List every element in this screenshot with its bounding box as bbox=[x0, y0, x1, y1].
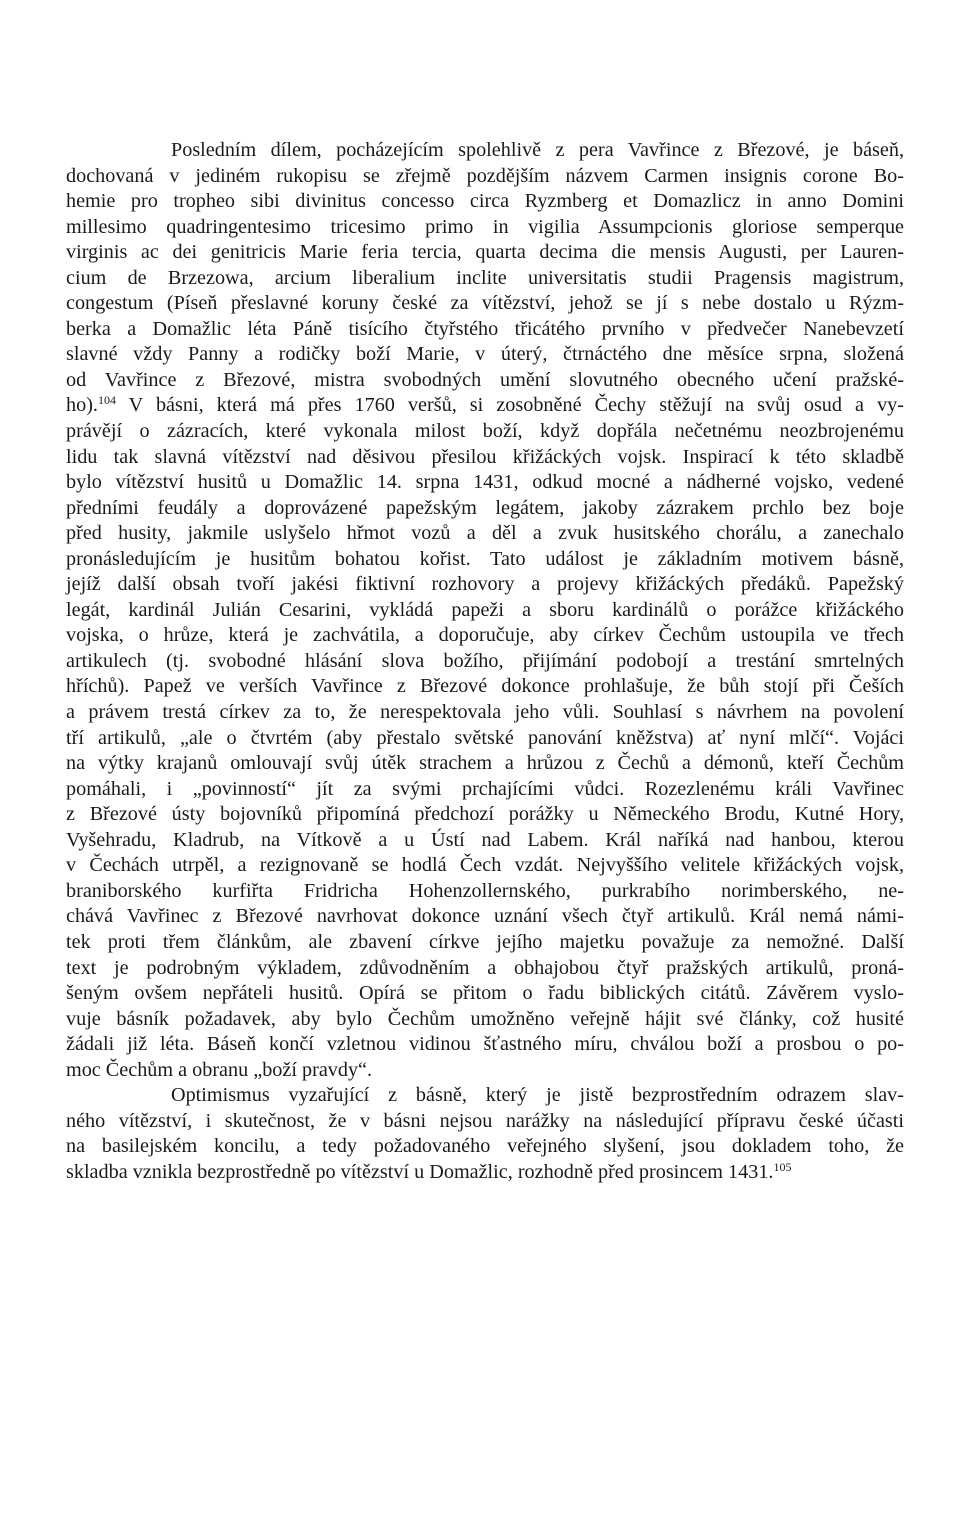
text-line: vuje básník požadavek, aby bylo Čechům umožněno veřejně hájit své články, což husité bbox=[66, 1007, 904, 1030]
text-line: na basilejském koncilu, a tedy požadovaného veřejného slyšení, jsou dokladem toho, že bbox=[66, 1135, 904, 1158]
text-line: právějí o zázracích, které vykonala milost boží, když dopřála nečetnému neozbrojenému bbox=[66, 420, 904, 443]
text-line: jejíž další obsah tvoří jakési fiktivní rozhovory a projevy křižáckých předáků. Papežský bbox=[66, 573, 904, 596]
text-line: braniborského kurfiřta Fridricha Hohenzollernského, purkrabího norimberského, ne- bbox=[66, 879, 904, 902]
text-line: vojska, o hrůze, která je zachvátila, a doporučuje, aby církev Čechům ustoupila ve třech bbox=[66, 624, 904, 647]
text-line: text je podrobným výkladem, zdůvodněním a obhajobou čtyř pražských artikulů, proná- bbox=[66, 956, 904, 979]
text-line bbox=[66, 393, 904, 419]
text-line: pomáhali, i „povinností“ jít za svými prchajícími vůdci. Rozezlenému králi Vavřinec bbox=[66, 777, 904, 800]
text-line: Vyšehradu, Kladrub, na Vítkově a u Ústí nad Labem. Král naříká nad hanbou, kterou bbox=[66, 828, 904, 851]
text-line: Posledním dílem, pocházejícím spolehlivě z pera Vavřince z Březové, je báseň, bbox=[171, 139, 904, 161]
text-line: z Březové ústy bojovníků připomíná předchozí porážky u Německého Brodu, Kutné Hory, bbox=[66, 803, 904, 826]
text-segment: V básni, která má přes 1760 veršů, si zosobněné Čechy stěžují na svůj osud a vy- bbox=[115, 394, 904, 417]
text-line: dochovaná v jediném rukopisu se zřejmě pozdějším názvem Carmen insignis corone Bo- bbox=[66, 164, 904, 187]
body-text bbox=[66, 138, 904, 1185]
text-line: žádali již léta. Báseň končí vzletnou vidinou šťastného míru, chválou boží a prosbou o po- bbox=[66, 1033, 904, 1056]
footnote-marker: 104 bbox=[97, 393, 116, 408]
text-line: na výtky krajanů omlouvají svůj útěk strachem a hrůzou z Čechů a démonů, kteří Čechům bbox=[66, 752, 904, 775]
text-line: millesimo quadringentesimo tricesimo primo in vigilia Assumpcionis gloriose semperque bbox=[66, 215, 904, 238]
text-line: ného vítězství, i skutečnost, že v básni nejsou narážky na následující přípravu české účasti bbox=[66, 1109, 904, 1132]
text-line: od Vavřince z Březové, mistra svobodných umění slovutného obecného učení pražské- bbox=[66, 368, 904, 391]
text-line: cium de Brzezowa, arcium liberalium inclite universitatis studii Pragensis magistrum, bbox=[66, 266, 904, 289]
text-line: artikulech (tj. svobodné hlásání slova božího, přijímání podobojí a trestání smrtelných bbox=[66, 649, 904, 672]
text-line: virginis ac dei genitricis Marie feria tercia, quarta decima die mensis Augusti, per Lauren- bbox=[66, 241, 904, 264]
text-line bbox=[66, 1160, 904, 1186]
text-line: lidu tak slavná vítězství nad děsivou přesilou křižáckých vojsk. Inspirací k této skladbě bbox=[66, 445, 904, 468]
text-line: v Čechách utrpěl, a rezignovaně se hodlá Čech vzdát. Nejvyššího velitele křižáckých vojsk, bbox=[66, 854, 904, 877]
text-line: bylo vítězství husitů u Domažlic 14. srpna 1431, odkud mocné a nádherné vojsko, vedené bbox=[66, 471, 904, 494]
text-segment: ho). bbox=[66, 394, 98, 417]
text-line: šeným ovšem nepřáteli husitů. Opírá se přitom o řadu biblických citátů. Závěrem vyslo- bbox=[66, 982, 904, 1005]
text-line: berka a Domažlic léta Páně tisícího čtyřstého třicátého prvního v předvečer Nanebevzetí bbox=[66, 317, 904, 340]
text-line: tří artikulů, „ale o čtvrtém (aby přestalo světské panování kněžstva) ať nyní mlčí“. Vojáci bbox=[66, 726, 904, 749]
text-line: moc Čechům a obranu „boží pravdy“. bbox=[66, 1058, 373, 1081]
text-line: pronásledujícím je husitům bohatou kořist. Tato událost je základním motivem básně, bbox=[66, 547, 904, 570]
text-line: před husity, jakmile uslyšelo hřmot vozů a děl a zvuk husitského chorálu, a zanechalo bbox=[66, 522, 904, 545]
text-line: legát, kardinál Julián Cesarini, vykládá papeži a sboru kardinálů o porážce křižáckého bbox=[66, 598, 904, 621]
text-line: slavné vždy Panny a rodičky boží Marie, v úterý, čtrnáctého dne měsíce srpna, složená bbox=[66, 343, 904, 366]
paragraph bbox=[66, 138, 904, 1083]
text-line: a právem trestá církev za to, že nerespektovala jeho vůli. Souhlasí s návrhem na povolení bbox=[66, 701, 904, 724]
text-line: hemie pro tropheo sibi divinitus concesso circa Ryzmberg et Domazlicz in anno Domini bbox=[66, 190, 904, 213]
text-line: tek proti třem článkům, ale zbavení církve jejího majetku považuje za nemožné. Další bbox=[66, 930, 904, 953]
text-line: předními feudály a doprovázené papežským legátem, jakoby zázrakem prchlo bez boje bbox=[66, 496, 904, 519]
footnote-marker: 105 bbox=[773, 1159, 792, 1174]
paragraph bbox=[66, 1083, 904, 1185]
text-segment: skladba vznikla bezprostředně po vítězství u Domažlic, rozhodně před prosincem 1431. bbox=[66, 1160, 774, 1183]
text-line: chává Vavřinec z Březové navrhovat dokonce uznání všech čtyř artikulů. Král nemá námi- bbox=[66, 905, 904, 928]
text-line: congestum (Píseň přeslavné koruny české za vítězství, jehož se jí s nebe dostalo u Rýzm- bbox=[66, 292, 904, 315]
text-line: Optimismus vyzařující z básně, který je jistě bezprostředním odrazem slav- bbox=[171, 1084, 904, 1107]
text-line: hříchů). Papež ve verších Vavřince z Březové dokonce prohlašuje, že bůh stojí při Češích bbox=[66, 675, 904, 698]
